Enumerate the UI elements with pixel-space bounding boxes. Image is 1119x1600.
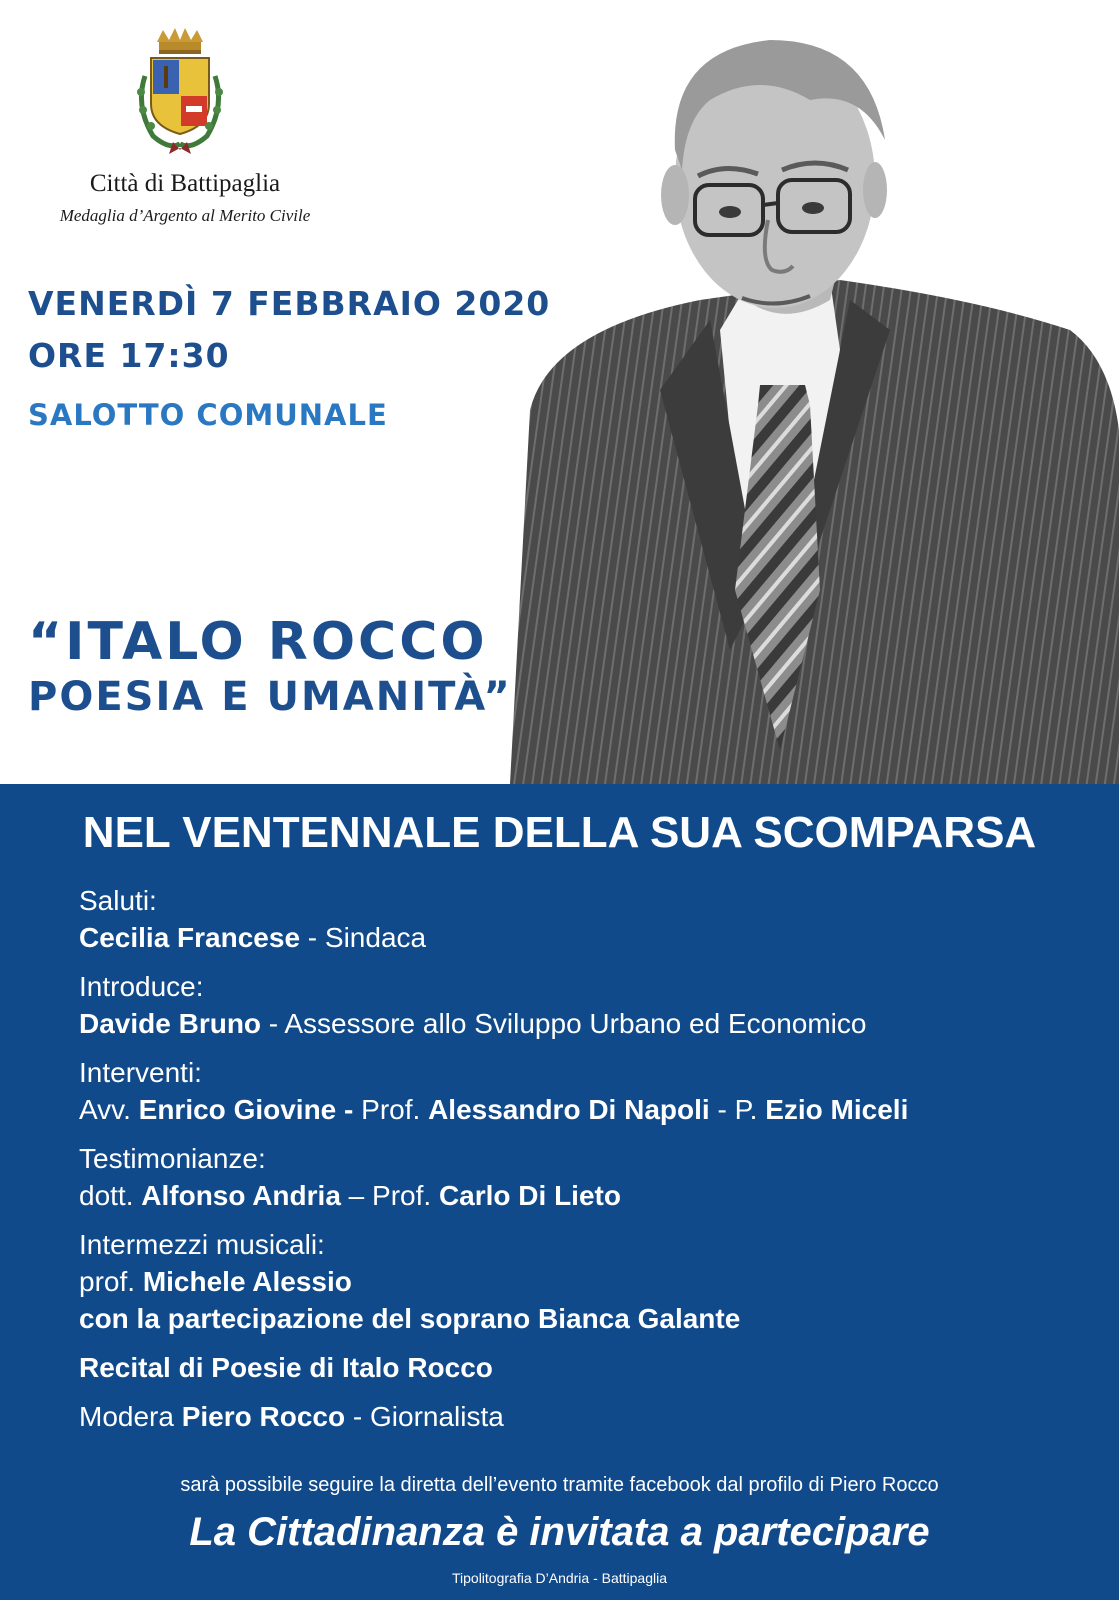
musica-line-2 [79, 1300, 1079, 1337]
testimonianze-title-1: dott. [79, 1180, 142, 1211]
introduce-label: Introduce: [79, 971, 204, 1002]
invitation-text: La Cittadinanza è invitata a partecipare [189, 1510, 930, 1554]
recital-text: Recital di Poesie di Italo Rocco [79, 1352, 493, 1383]
interventi-label: Interventi: [79, 1057, 202, 1088]
event-time: ORE 17:30 [28, 336, 230, 375]
introduce-name: Davide Bruno [79, 1008, 262, 1039]
recital-entry [79, 1349, 1079, 1386]
program-subtitle: NEL VENTENNALE DELLA SUA SCOMPARSA [82, 808, 1037, 857]
introduce-entry [79, 1005, 1079, 1042]
interventi-entry [79, 1091, 1079, 1128]
program-musica [79, 1226, 1079, 1337]
interventi-name-3: Ezio Miceli [765, 1094, 909, 1125]
modera-name: Piero Rocco [181, 1401, 346, 1432]
interventi-title-1: Avv. [79, 1094, 139, 1125]
testimonianze-name-1: Alfonso Andria [141, 1180, 341, 1211]
program-list [79, 882, 1079, 1447]
musica-label: Intermezzi musicali: [79, 1229, 325, 1260]
portrait-photo-icon [510, 30, 1119, 784]
modera-label: Modera [79, 1401, 182, 1432]
program-modera [79, 1398, 1079, 1435]
musica-entry [79, 1263, 1079, 1300]
coat-of-arms-icon [131, 26, 229, 158]
saluti-role: - Sindaca [300, 922, 427, 953]
city-name: Città di Battipaglia [89, 170, 281, 197]
event-date: VENERDÌ 7 FEBBRAIO 2020 [28, 284, 551, 323]
interventi-title-3: - P. [709, 1094, 766, 1125]
modera-role: - Giornalista [345, 1401, 504, 1432]
modera-entry [79, 1398, 1079, 1435]
program-saluti [79, 882, 1079, 956]
musica-soprano: con la partecipazione del soprano Bianca Galante [79, 1303, 741, 1334]
introduce-role: - Assessore allo Sviluppo Urbano ed Economico [261, 1008, 867, 1039]
interventi-name-1: Enrico Giovine - [138, 1094, 354, 1125]
saluti-label: Saluti: [79, 885, 157, 916]
event-title-line1: “ITALO ROCCO [28, 612, 488, 672]
testimonianze-entry [79, 1177, 1079, 1214]
live-stream-note: sarà possibile seguire la diretta dell’evento tramite facebook dal profilo di Piero Rocco [180, 1474, 939, 1496]
testimonianze-label: Testimonianze: [79, 1143, 266, 1174]
musica-title-1: prof. [79, 1266, 143, 1297]
testimonianze-title-2: – Prof. [340, 1180, 439, 1211]
program-testimonianze [79, 1140, 1079, 1214]
city-motto: Medaglia d’Argento al Merito Civile [59, 206, 311, 225]
event-title-line2: POESIA E UMANITÀ” [28, 674, 512, 720]
saluti-entry [79, 919, 1079, 956]
saluti-name: Cecilia Francese [79, 922, 301, 953]
event-venue: SALOTTO COMUNALE [28, 398, 388, 432]
program-introduce [79, 968, 1079, 1042]
musica-name-1: Michele Alessio [142, 1266, 352, 1297]
testimonianze-name-2: Carlo Di Lieto [438, 1180, 621, 1211]
program-interventi [79, 1054, 1079, 1128]
interventi-name-2: Alessandro Di Napoli [428, 1094, 710, 1125]
printer-credit: Tipolitografia D’Andria - Battipaglia [451, 1570, 668, 1586]
program-recital [79, 1349, 1079, 1386]
interventi-title-2: Prof. [353, 1094, 429, 1125]
